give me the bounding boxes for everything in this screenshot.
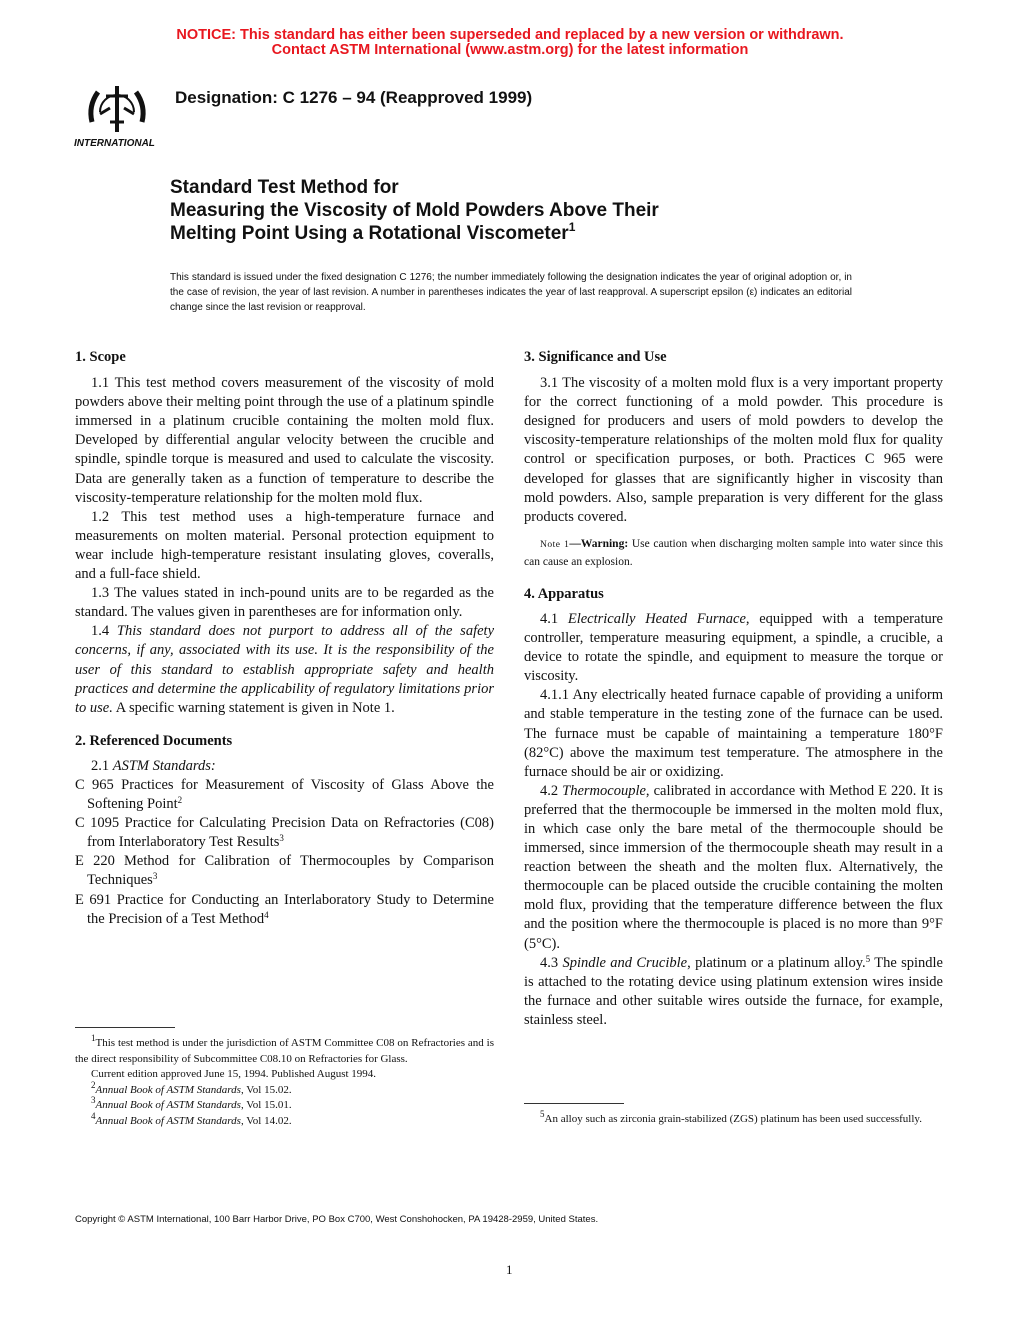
logo-subtext: INTERNATIONAL xyxy=(74,138,155,149)
footnote-3: $^3$Annual Book of ASTM Standards, Vol 15.01. xyxy=(91,1095,292,1111)
paragraph-1-1: 1.1 This test method covers measurement of the viscosity of mold powders above their melting point through the use of a platinum spindle immersed in a platinum crucible containing the molten mold flux. Developed by differential angular velocity between the crucible and spindle, spindle torque is measured and used to calculate the viscosity. Data are generally taken as a function of temperature to describe the viscosity-temperature relationship for the molten mold flux. xyxy=(75,375,494,506)
notice-line-1: NOTICE: This standard has either been superseded and replaced by a new version or withdrawn. xyxy=(176,27,844,43)
title-line-1: Standard Test Method for xyxy=(170,177,399,198)
paragraph-4-1-1: 4.1.1 Any electrically heated furnace capable of providing a uniform and stable temperature in the testing zone of the furnace can be used. The furnace must be capable of maintaining a temperature 180°F (82°C) above the maximum test temperature. The atmosphere in the furnace should be air or oxidizing. xyxy=(524,687,943,780)
footnote-rule-right xyxy=(524,1103,624,1104)
title-line-3: Melting Point Using a Rotational Viscometer$^1$ xyxy=(170,220,576,244)
paragraph-2-1: 2.1 ASTM Standards: xyxy=(91,757,216,774)
copyright: Copyright © ASTM International, 100 Barr Harbor Drive, PO Box C700, West Conshohocken, PA 19428-2959, United States. xyxy=(75,1214,599,1225)
section-heading-significance: 3. Significance and Use xyxy=(524,349,667,365)
right-column xyxy=(524,348,943,1030)
footnote-1b: Current edition approved June 15, 1994. Published August 1994. xyxy=(91,1068,377,1080)
intro-paragraph: This standard is issued under the fixed designation C 1276; the number immediately following the designation indicates the year of original adoption or, in the case of revision, the year of last revision. A number in parentheses indicates the year of last reapproval. A superscript epsilon (ε) indicates an editorial change since the last revision or reapproval. xyxy=(170,272,852,313)
note-1: Note 1—Warning: Use caution when discharging molten sample into water since this can cause an explosion. xyxy=(524,537,943,568)
paragraph-4-3: 4.3 Spindle and Crucible, platinum or a platinum alloy.$^5$ The spindle is attached to the rotating device using platinum extension wires inside the furnace and other suitable wires outside the furnace, for example, stainless steel. xyxy=(524,953,943,1028)
designation: Designation: C 1276 – 94 (Reapproved 1999) xyxy=(175,88,533,107)
footnote-4: $^4$Annual Book of ASTM Standards, Vol 14.02. xyxy=(91,1110,292,1127)
paragraph-4-2: 4.2 Thermocouple, calibrated in accordance with Method E 220. It is preferred that the thermocouple be immersed in the molten mold flux, in which case only the bare metal of the thermocouple should be immersed, since immersion of the thermocouple sheath may result in a reaction between the sheath and the molten flux. Alternatively, the thermocouple can be placed outside the crucible containing the molten mold flux, providing that the temperature difference between the flux and the position where the thermocouple is placed is no more than 9°F (5°C). xyxy=(524,782,944,952)
left-column xyxy=(75,348,494,929)
section-heading-refdocs: 2. Referenced Documents xyxy=(75,732,233,749)
paragraph-1-4: 1.4 This standard does not purport to address all of the safety concerns, if any, associated with its use. It is the responsibility of the user of this standard to establish appropriate safety and health practices and determine the applicability of regulatory limitations prior to use. A specific warning statement is given in Note 1. xyxy=(75,623,495,716)
footnote-rule-left xyxy=(75,1027,175,1028)
section-heading-apparatus: 4. Apparatus xyxy=(524,585,604,602)
notice-line-2: Contact ASTM International (www.astm.org) for the latest information xyxy=(271,42,749,58)
ref-e220: E 220 Method for Calibration of Thermocouples by Comparison Techniques$^3$ xyxy=(75,853,494,889)
left-footnotes xyxy=(75,1033,494,1129)
right-footnotes xyxy=(524,1109,943,1128)
paragraph-1-2: 1.2 This test method uses a high-temperature furnace and measurements on molten material. Personal protection equipment to wear include high-temperature resistant insulating gloves, coveralls, and a full-face shield. xyxy=(75,508,494,583)
footnote-1: $^1$This test method is under the jurisdiction of ASTM Committee C08 on Refractories and is the direct responsibility of Subcommittee C08.10 on Refractories for Glass. xyxy=(75,1033,494,1065)
ref-c965: C 965 Practices for Measurement of Viscosity of Glass Above the Softening Point$^2$ xyxy=(75,776,494,813)
footnote-5: $^5$An alloy such as zirconia grain-stabilized (ZGS) platinum has been used successfully. xyxy=(540,1109,922,1125)
astm-logo xyxy=(70,74,162,150)
title-line-2: Measuring the Viscosity of Mold Powders Above Their xyxy=(170,200,659,221)
paragraph-3-1: 3.1 The viscosity of a molten mold flux is a very important property for the correct functioning of a mold powder. This procedure is designed for producers and users of mold powders to develop the viscosity-temperature relationships of the molten mold flux for quality control or specification purposes, or both. Practices C 965 were developed for glasses that are significantly higher in viscosity than mold powders. Also, sample preparation is very different for the glass products covered. xyxy=(524,375,943,525)
title-footnote-ref: 1 xyxy=(568,220,576,234)
section-heading-scope: 1. Scope xyxy=(75,349,126,365)
paragraph-1-3: 1.3 The values stated in inch-pound units are to be regarded as the standard. The values given in parentheses are for information only. xyxy=(75,585,494,621)
document-title xyxy=(170,176,870,245)
ref-e691: E 691 Practice for Conducting an Interlaboratory Study to Determine the Precision of a Test Method$^4$ xyxy=(75,891,494,927)
paragraph-4-1: 4.1 Electrically Heated Furnace, equipped with a temperature controller, temperature measuring equipment, a spindle, a crucible, a device to rotate the spindle, and equipment to measure the torque or viscosity. xyxy=(524,610,943,685)
page-number: 1 xyxy=(506,1262,513,1277)
footnote-2: $^2$Annual Book of ASTM Standards, Vol 15.02. xyxy=(91,1079,292,1096)
ref-c1095: C 1095 Practice for Calculating Precision Data on Refractories (C08) from Interlaboratory Test Results$^3$ xyxy=(75,815,494,851)
